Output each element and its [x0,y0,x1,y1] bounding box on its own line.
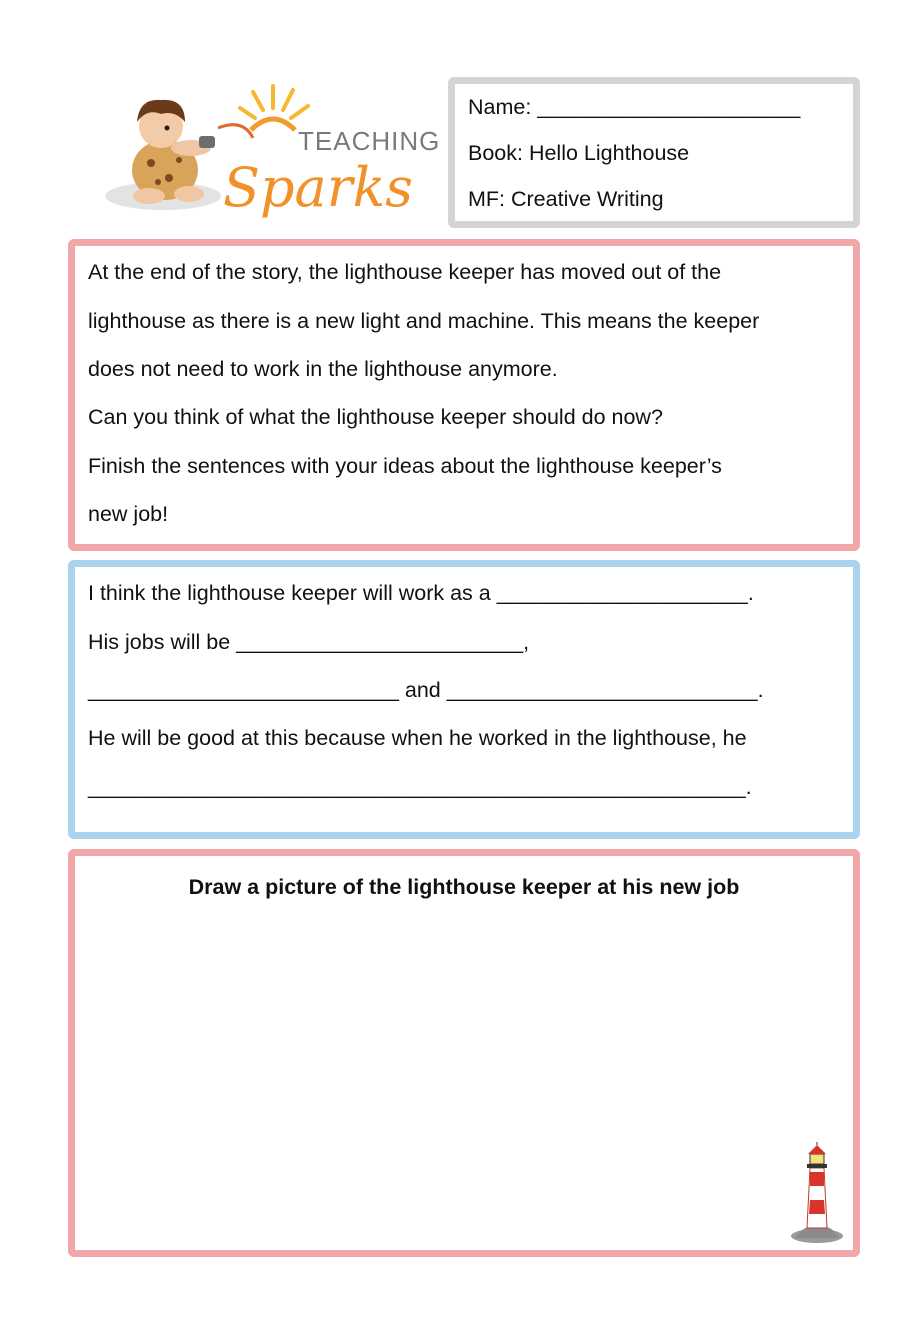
sentence-blank-line[interactable]: __________________________ and __________________________. [88,678,764,702]
name-field[interactable]: Name: ______________________ [468,95,801,119]
sentence-blank-line: He will be good at this because when he worked in the lighthouse, he [88,726,747,750]
teaching-sparks-logo [103,78,438,218]
student-info-box [448,77,860,228]
sentence-blank-line[interactable]: I think the lighthouse keeper will work as a _____________________. [88,581,754,605]
drawing-title: Draw a picture of the lighthouse keeper at his new job [188,875,740,899]
story-prompt-box [68,239,860,551]
lighthouse-icon [789,1142,845,1244]
prompt-line: does not need to work in the lighthouse anymore. [88,357,558,381]
svg-text:TEACHING: TEACHING [298,126,438,156]
prompt-line: new job! [88,502,169,526]
prompt-line: Finish the sentences with your ideas about the lighthouse keeper’s [88,454,722,478]
sentence-blank-line[interactable]: _______________________________________________________. [88,775,752,799]
mf-label: MF: Creative Writing [468,187,664,211]
prompt-line: lighthouse as there is a new light and machine. This means the keeper [88,309,760,333]
sentence-completion-box [68,560,860,839]
prompt-line: At the end of the story, the lighthouse keeper has moved out of the [88,260,722,284]
prompt-line: Can you think of what the lighthouse keeper should do now? [88,405,663,429]
svg-text:Sparks: Sparks [223,156,414,218]
drawing-area[interactable] [68,849,860,1257]
sentence-blank-line[interactable]: His jobs will be ________________________, [88,630,530,654]
book-label: Book: Hello Lighthouse [468,141,690,165]
